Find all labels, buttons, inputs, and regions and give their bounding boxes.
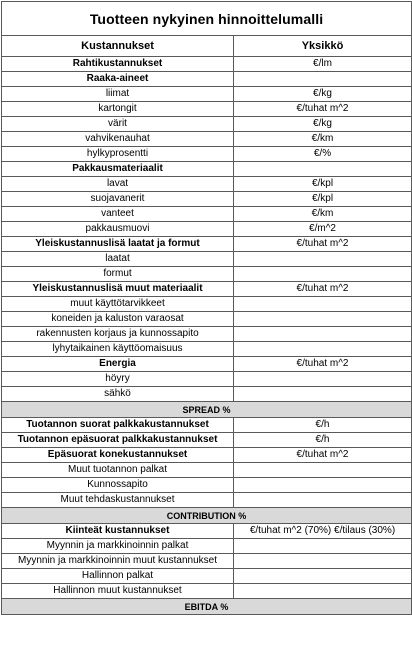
- unit-cell: [234, 584, 412, 599]
- cost-label: koneiden ja kaluston varaosat: [2, 312, 234, 327]
- cost-label: lyhytaikainen käyttöomaisuus: [2, 342, 234, 357]
- section-band-row: [2, 402, 412, 418]
- table-row: [2, 132, 412, 147]
- table-row: [2, 162, 412, 177]
- unit-cell: €/lm: [234, 57, 412, 72]
- cost-label: Myynnin ja markkinoinnin muut kustannukset: [2, 554, 234, 569]
- section-band-label: EBITDA %: [2, 599, 412, 615]
- table-row: [2, 252, 412, 267]
- unit-cell: [234, 267, 412, 282]
- title-row: [2, 2, 412, 36]
- table-row: [2, 554, 412, 569]
- unit-cell: €/m^2: [234, 222, 412, 237]
- unit-cell: [234, 569, 412, 584]
- cost-label: liimat: [2, 87, 234, 102]
- table-row: [2, 493, 412, 508]
- table-row: [2, 267, 412, 282]
- cost-label: Myynnin ja markkinoinnin palkat: [2, 539, 234, 554]
- table-row: [2, 357, 412, 372]
- table-row: [2, 237, 412, 252]
- unit-cell: [234, 342, 412, 357]
- cost-label: Rahtikustannukset: [2, 57, 234, 72]
- cost-label: höyry: [2, 372, 234, 387]
- cost-label: Hallinnon palkat: [2, 569, 234, 584]
- table-row: [2, 87, 412, 102]
- cost-label: Energia: [2, 357, 234, 372]
- table-row: [2, 524, 412, 539]
- table-row: [2, 418, 412, 433]
- unit-cell: [234, 72, 412, 87]
- unit-cell: €/kg: [234, 87, 412, 102]
- cost-label: Hallinnon muut kustannukset: [2, 584, 234, 599]
- unit-cell: €/tuhat m^2: [234, 357, 412, 372]
- unit-cell: [234, 162, 412, 177]
- table-row: [2, 207, 412, 222]
- cost-label: suojavanerit: [2, 192, 234, 207]
- table-row: [2, 192, 412, 207]
- table-row: [2, 569, 412, 584]
- table-row: [2, 117, 412, 132]
- cost-label: Muut tuotannon palkat: [2, 463, 234, 478]
- cost-label: muut käyttötarvikkeet: [2, 297, 234, 312]
- table-row: [2, 147, 412, 162]
- table-row: [2, 297, 412, 312]
- header-row: [2, 36, 412, 57]
- table-row: [2, 177, 412, 192]
- unit-cell: €/h: [234, 433, 412, 448]
- cost-label: värit: [2, 117, 234, 132]
- cost-label: pakkausmuovi: [2, 222, 234, 237]
- table-row: [2, 372, 412, 387]
- section-band-label: SPREAD %: [2, 402, 412, 418]
- cost-label: Epäsuorat konekustannukset: [2, 448, 234, 463]
- pricing-model-sheet: [1, 1, 411, 615]
- unit-cell: €/kg: [234, 117, 412, 132]
- cost-label: Muut tehdaskustannukset: [2, 493, 234, 508]
- unit-cell: [234, 493, 412, 508]
- unit-cell: €/tuhat m^2: [234, 448, 412, 463]
- unit-cell: €/%: [234, 147, 412, 162]
- table-row: [2, 387, 412, 402]
- table-row: [2, 222, 412, 237]
- unit-cell: €/kpl: [234, 177, 412, 192]
- unit-cell: [234, 478, 412, 493]
- cost-label: Kunnossapito: [2, 478, 234, 493]
- unit-cell: €/h: [234, 418, 412, 433]
- pricing-table: [1, 1, 412, 615]
- unit-cell: [234, 387, 412, 402]
- table-title: Tuotteen nykyinen hinnoittelumalli: [2, 2, 412, 36]
- table-row: [2, 448, 412, 463]
- table-row: [2, 57, 412, 72]
- cost-label: Pakkausmateriaalit: [2, 162, 234, 177]
- section-band-row: [2, 508, 412, 524]
- table-row: [2, 342, 412, 357]
- unit-cell: €/km: [234, 132, 412, 147]
- table-row: [2, 539, 412, 554]
- unit-cell: €/tuhat m^2: [234, 282, 412, 297]
- table-row: [2, 102, 412, 117]
- table-row: [2, 312, 412, 327]
- header-unit: Yksikkö: [234, 36, 412, 57]
- section-band-row: [2, 599, 412, 615]
- cost-label: kartongit: [2, 102, 234, 117]
- unit-cell: [234, 463, 412, 478]
- cost-label: rakennusten korjaus ja kunnossapito: [2, 327, 234, 342]
- unit-cell: [234, 539, 412, 554]
- unit-cell: [234, 312, 412, 327]
- cost-label: hylkyprosentti: [2, 147, 234, 162]
- unit-cell: [234, 252, 412, 267]
- cost-label: Yleiskustannuslisä laatat ja formut: [2, 237, 234, 252]
- table-row: [2, 463, 412, 478]
- cost-label: lavat: [2, 177, 234, 192]
- section-band-label: CONTRIBUTION %: [2, 508, 412, 524]
- cost-label: Yleiskustannuslisä muut materiaalit: [2, 282, 234, 297]
- unit-cell: [234, 297, 412, 312]
- table-row: [2, 584, 412, 599]
- unit-cell: [234, 554, 412, 569]
- cost-label: formut: [2, 267, 234, 282]
- unit-cell: €/tuhat m^2: [234, 237, 412, 252]
- cost-label: vanteet: [2, 207, 234, 222]
- cost-label: sähkö: [2, 387, 234, 402]
- table-row: [2, 72, 412, 87]
- unit-cell: €/km: [234, 207, 412, 222]
- unit-cell: €/kpl: [234, 192, 412, 207]
- table-row: [2, 327, 412, 342]
- unit-cell: €/tuhat m^2 (70%) €/tilaus (30%): [234, 524, 412, 539]
- header-costs: Kustannukset: [2, 36, 234, 57]
- table-row: [2, 478, 412, 493]
- table-row: [2, 433, 412, 448]
- cost-label: Tuotannon epäsuorat palkkakustannukset: [2, 433, 234, 448]
- cost-label: vahvikenauhat: [2, 132, 234, 147]
- cost-label: Raaka-aineet: [2, 72, 234, 87]
- cost-label: Tuotannon suorat palkkakustannukset: [2, 418, 234, 433]
- unit-cell: €/tuhat m^2: [234, 102, 412, 117]
- unit-cell: [234, 372, 412, 387]
- table-row: [2, 282, 412, 297]
- cost-label: Kiinteät kustannukset: [2, 524, 234, 539]
- unit-cell: [234, 327, 412, 342]
- cost-label: laatat: [2, 252, 234, 267]
